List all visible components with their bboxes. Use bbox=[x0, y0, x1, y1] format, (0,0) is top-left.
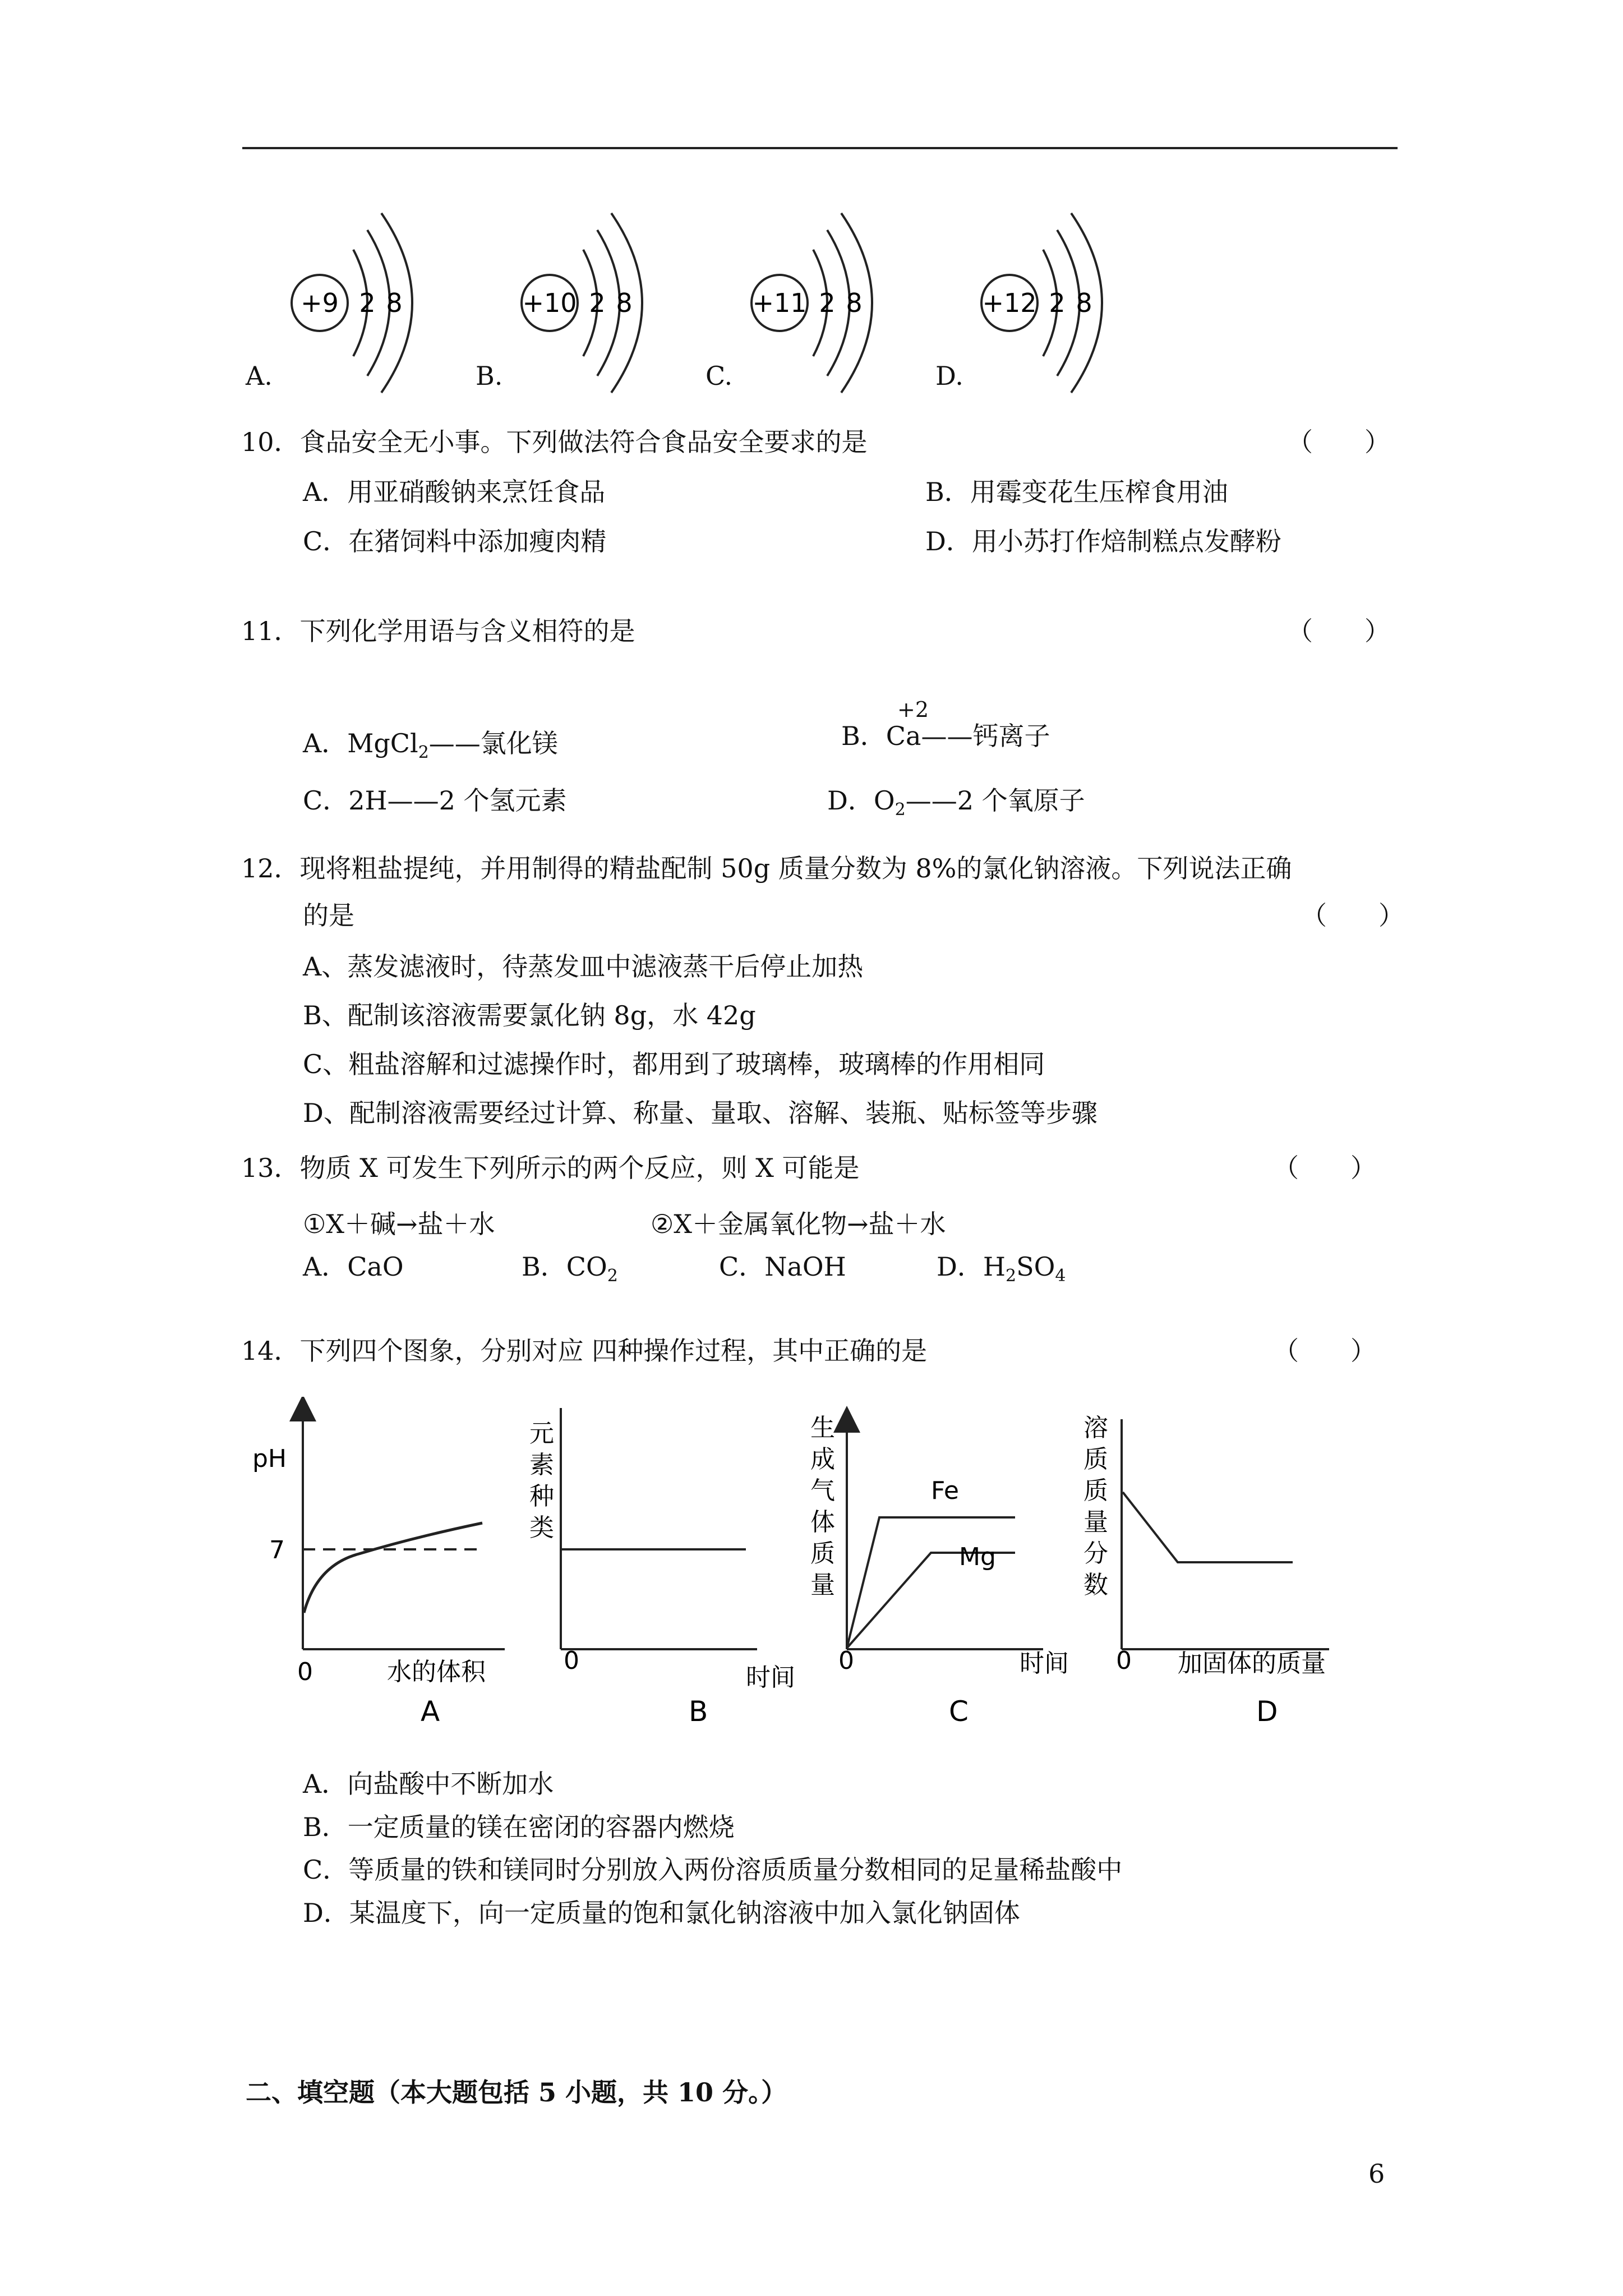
atom-a-e2: 8 bbox=[386, 288, 403, 318]
q12-option-a: A、蒸发滤液时，待蒸发皿中滤液蒸干后停止加热 bbox=[303, 951, 864, 982]
q12-stem-cont: 的是 bbox=[303, 900, 354, 931]
q12-answer-bracket: （ ） bbox=[1301, 900, 1404, 931]
graph-b-ylabel: 元素种类 bbox=[529, 1419, 554, 1542]
atom-b-nucleus: +10 bbox=[522, 288, 577, 318]
q11-stem: 11．下列化学用语与含义相符的是 bbox=[241, 616, 635, 646]
q14-option-c: C．等质量的铁和镁同时分别放入两份溶质质量分数相同的足量稀盐酸中 bbox=[303, 1855, 1123, 1885]
graph-a-origin: 0 bbox=[297, 1658, 313, 1686]
graph-b-origin: 0 bbox=[564, 1646, 579, 1675]
q12-option-b: B、配制该溶液需要氯化钠 8g，水 42g bbox=[303, 1000, 756, 1030]
q11-d-subscript: 2 bbox=[895, 800, 906, 820]
graph-a-label: A bbox=[421, 1695, 440, 1728]
atom-b bbox=[522, 213, 642, 393]
fe-line bbox=[847, 1517, 1015, 1648]
atom-d-e2: 8 bbox=[1076, 288, 1092, 318]
q13-option-b bbox=[522, 1250, 618, 1286]
q10-option-a: A．用亚硝酸钠来烹饪食品 bbox=[303, 477, 606, 507]
q13-stem: 13．物质 X 可发生下列所示的两个反应，则 X 可能是 bbox=[241, 1153, 860, 1183]
header-rule bbox=[242, 147, 1398, 149]
q13-d-sub2: 4 bbox=[1055, 1266, 1066, 1286]
atom-d bbox=[981, 213, 1102, 393]
q11-a-subscript: 2 bbox=[418, 743, 429, 763]
graph-b bbox=[522, 1397, 813, 1733]
atom-option-a: A. bbox=[246, 361, 273, 391]
q12-option-d: D、配制溶液需要经过计算、称量、量取、溶解、装瓶、贴标签等步骤 bbox=[303, 1098, 1098, 1128]
atom-option-c: C. bbox=[706, 361, 733, 391]
graph-d-ylabel: 溶质质量分数 bbox=[1083, 1414, 1108, 1599]
q14-answer-bracket: （ ） bbox=[1273, 1336, 1376, 1366]
q13-d-sub1: 2 bbox=[1006, 1266, 1017, 1286]
graph-d-origin: 0 bbox=[1116, 1646, 1132, 1675]
section-2-heading: 二、填空题（本大题包括 5 小题，共 10 分。） bbox=[246, 2077, 787, 2108]
atom-c-nucleus: +11 bbox=[752, 288, 807, 318]
graph-c-mg-label: Mg bbox=[959, 1543, 996, 1571]
q11-option-b bbox=[841, 719, 1050, 753]
atom-diagrams bbox=[236, 208, 1166, 409]
atom-option-d: D. bbox=[935, 361, 963, 391]
page-number: 6 bbox=[1368, 2159, 1385, 2189]
q13-option-a: A．CaO bbox=[303, 1251, 404, 1282]
q14-option-d: D．某温度下，向一定质量的饱和氯化钠溶液中加入氯化钠固体 bbox=[303, 1898, 1020, 1928]
q10-stem: 10．食品安全无小事。下列做法符合食品安全要求的是 bbox=[241, 427, 868, 457]
q12-option-c: C、粗盐溶解和过滤操作时，都用到了玻璃棒，玻璃棒的作用相同 bbox=[303, 1049, 1045, 1079]
graph-c-ylabel: 生成气体质量 bbox=[810, 1414, 835, 1599]
q11-option-a bbox=[303, 726, 558, 763]
q10-option-c: C．在猪饲料中添加瘦肉精 bbox=[303, 526, 607, 556]
q11-answer-bracket: （ ） bbox=[1287, 616, 1390, 646]
q11-b-meaning: ——钙离子 bbox=[921, 721, 1050, 751]
graph-b-xlabel: 时间 bbox=[746, 1663, 795, 1692]
graph-a-xlabel: 水的体积 bbox=[387, 1658, 486, 1686]
solute-fraction-line bbox=[1123, 1492, 1293, 1562]
q13-reaction-1: ①X＋碱→盐＋水 bbox=[303, 1209, 495, 1239]
atom-d-e1: 2 bbox=[1049, 288, 1066, 318]
atom-a-e1: 2 bbox=[359, 288, 376, 318]
q11-a-meaning: ——氯化镁 bbox=[428, 728, 558, 758]
q14-option-b: B．一定质量的镁在密闭的容器内燃烧 bbox=[303, 1812, 735, 1842]
q14-option-a: A．向盐酸中不断加水 bbox=[303, 1769, 554, 1799]
graph-a-tick-7: 7 bbox=[269, 1536, 285, 1565]
atom-c bbox=[751, 213, 872, 393]
ph-curve bbox=[304, 1523, 482, 1613]
graph-b-label: B bbox=[689, 1695, 708, 1728]
atom-a-nucleus: +9 bbox=[301, 288, 339, 318]
q13-d-so: SO bbox=[1016, 1251, 1055, 1282]
q11-b-charge: +2 bbox=[897, 697, 929, 722]
q11-d-meaning: ——2 个氧原子 bbox=[905, 785, 1085, 816]
graph-d bbox=[1071, 1397, 1363, 1733]
atom-a bbox=[292, 213, 412, 393]
q13-reaction-2: ②X＋金属氧化物→盐＋水 bbox=[651, 1209, 946, 1239]
graph-a bbox=[247, 1397, 505, 1733]
q11-d-formula: D．O bbox=[827, 785, 895, 816]
graph-d-label: D bbox=[1256, 1695, 1278, 1728]
atom-d-nucleus: +12 bbox=[982, 288, 1037, 318]
q14-stem: 14．下列四个图象，分别对应 四种操作过程，其中正确的是 bbox=[241, 1336, 928, 1366]
q13-option-c: C．NaOH bbox=[719, 1251, 846, 1282]
atom-b-e2: 8 bbox=[616, 288, 633, 318]
q12-stem: 12．现将粗盐提纯，并用制得的精盐配制 50g 质量分数为 8%的氯化钠溶液。下列说法正确 bbox=[241, 853, 1292, 884]
atom-option-b: B. bbox=[476, 361, 503, 391]
graph-c-origin: 0 bbox=[838, 1646, 854, 1675]
q13-answer-bracket: （ ） bbox=[1273, 1153, 1376, 1183]
q13-b-subscript: 2 bbox=[607, 1266, 618, 1286]
q10-answer-bracket: （ ） bbox=[1287, 427, 1390, 457]
graph-c-label: C bbox=[949, 1695, 969, 1728]
q11-a-formula: A．MgCl bbox=[303, 728, 418, 758]
q11-option-d bbox=[827, 784, 1085, 820]
q13-option-d bbox=[937, 1250, 1066, 1286]
q10-option-d: D．用小苏打作焙制糕点发酵粉 bbox=[925, 526, 1281, 556]
q13-b-formula: B．CO bbox=[522, 1251, 607, 1282]
graph-a-ylabel: pH bbox=[252, 1444, 287, 1473]
q11-option-c: C．2H——2 个氢元素 bbox=[303, 785, 567, 816]
graph-d-xlabel: 加固体的质量 bbox=[1178, 1649, 1326, 1678]
atom-c-e1: 2 bbox=[819, 288, 836, 318]
graph-c bbox=[796, 1397, 1099, 1733]
atom-c-e2: 8 bbox=[846, 288, 863, 318]
q13-d-h: D．H bbox=[937, 1251, 1006, 1282]
q11-b-symbol: B．Ca bbox=[841, 721, 921, 751]
atom-b-e1: 2 bbox=[589, 288, 606, 318]
q10-option-b: B．用霉变花生压榨食用油 bbox=[925, 477, 1228, 507]
graph-c-fe-label: Fe bbox=[931, 1476, 959, 1505]
graph-c-xlabel: 时间 bbox=[1020, 1649, 1069, 1678]
